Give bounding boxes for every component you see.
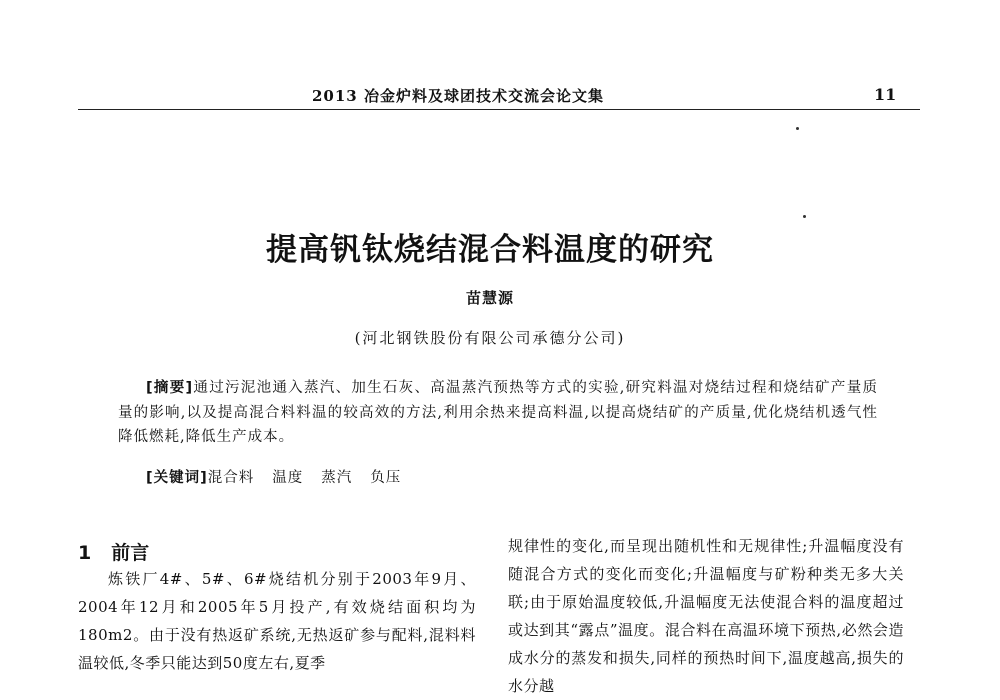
- section-title: 前言: [111, 542, 150, 564]
- body-text-left-column: 炼铁厂4#、5#、6#烧结机分别于2003年9月、2004年12月和2005年5月投产,有效烧结面积均为180m2。由于没有热返矿系统,无热返矿参与配料,混料料温较低,冬季只能达到50度左右,夏季: [78, 570, 476, 672]
- keywords-label: [关键词]: [146, 470, 208, 486]
- keyword: 负压: [370, 470, 402, 486]
- affiliation: (河北钢铁股份有限公司承德分公司): [354, 329, 626, 347]
- page-number: 11: [874, 85, 897, 104]
- keyword: 混合料: [207, 470, 255, 486]
- abstract: [118, 376, 878, 450]
- section-number: 1: [78, 542, 92, 564]
- keyword: 蒸汽: [321, 470, 353, 486]
- author: 苗慧源: [465, 289, 514, 307]
- header-rule: [78, 109, 920, 110]
- running-head: 2013 冶金炉料及球团技术交流会论文集: [312, 87, 604, 105]
- abstract-label: [摘要]: [146, 380, 194, 396]
- scan-speck: [796, 127, 799, 130]
- scan-speck: [803, 215, 806, 218]
- keywords: [146, 466, 419, 487]
- section-heading: [78, 538, 149, 565]
- keyword: 温度: [272, 470, 304, 486]
- paper-title: 提高钒钛烧结混合料温度的研究: [266, 232, 714, 268]
- abstract-text: 通过污泥池通入蒸汽、加生石灰、高温蒸汽预热等方式的实验,研究料温对烧结过程和烧结矿产量质量的影响,以及提高混合料料温的较高效的方法,利用余热来提高料温,以提高烧结矿的产质量,优化烧结机透气性降低燃耗,降低生产成本。: [118, 380, 878, 445]
- body-text-right-column: 规律性的变化,而呈现出随机性和无规律性;升温幅度没有随混合方式的变化而变化;升温幅度与矿粉种类无多大关联;由于原始温度较低,升温幅度无法使混合料的温度超过或达到其“露点”温度。混合料在高温环境下预热,必然会造成水分的蒸发和损失,同样的预热时间下,温度越高,损失的水分越: [508, 537, 904, 695]
